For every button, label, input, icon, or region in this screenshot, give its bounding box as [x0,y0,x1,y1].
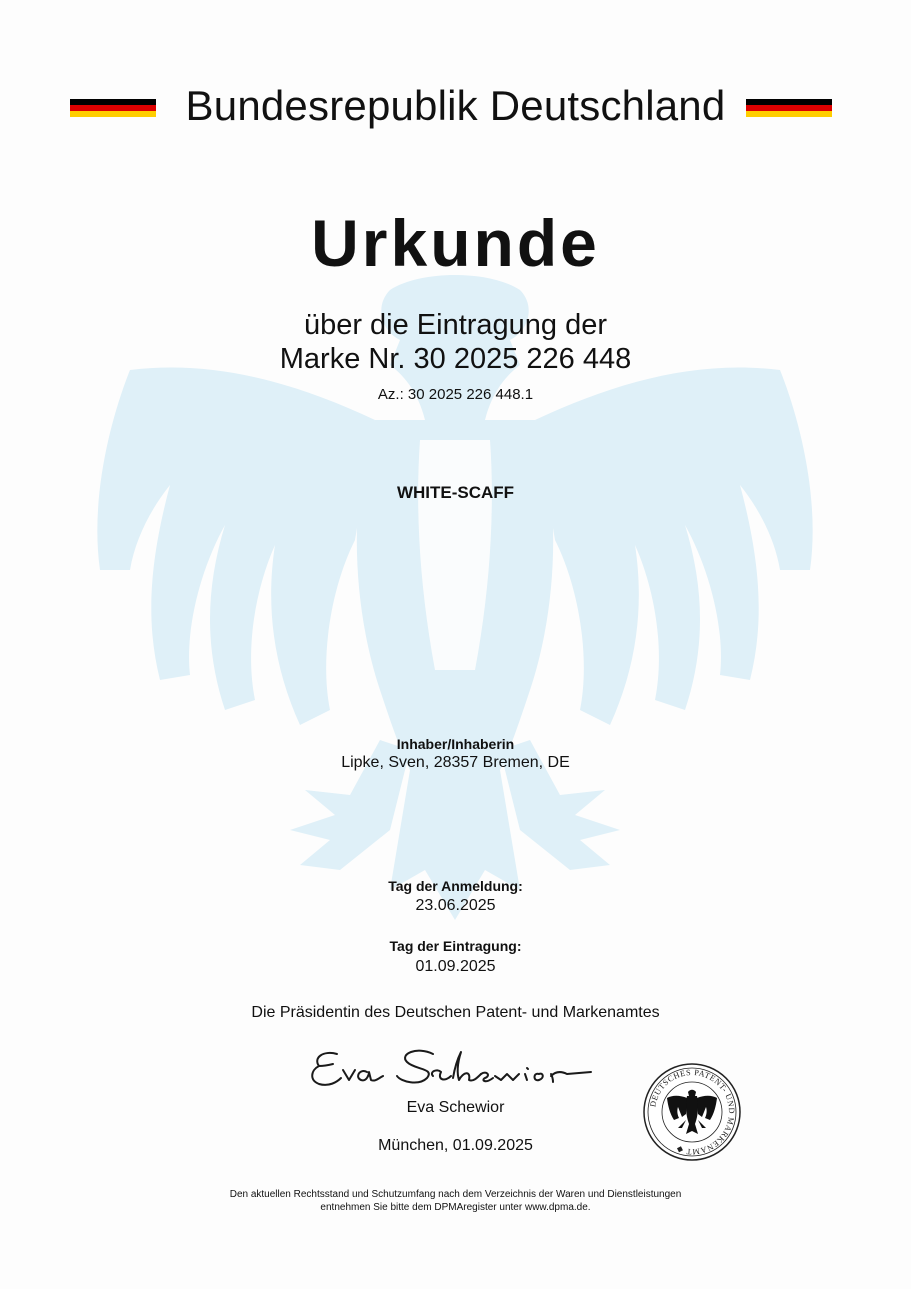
signer-name: Eva Schewior [406,1099,505,1116]
owner-label: Inhaber/Inhaberin [396,736,515,752]
filing-date-label: Tag der Anmeldung: [388,878,523,894]
footer-note-line2: entnehmen Sie bitte dem DPMAregister unter www.dpma.de. [320,1202,591,1213]
registration-date-value: 01.09.2025 [415,958,496,975]
file-reference: Az.: 30 2025 226 448.1 [377,386,534,403]
filing-date-value: 23.06.2025 [415,897,496,914]
document-subtitle-line2: Marke Nr. 30 2025 226 448 [279,343,632,375]
president-line: Die Präsidentin des Deutschen Patent- und Markenamtes [251,1004,660,1021]
document-subtitle-line1: über die Eintragung der [303,309,608,341]
place-and-date: München, 01.09.2025 [378,1137,533,1154]
document-title: Urkunde [311,206,600,280]
country-title: Bundesrepublik Deutschland [185,82,726,129]
footer-note-line1: Den aktuellen Rechtsstand und Schutzumfang nach dem Verzeichnis der Waren und Dienstleistungen [229,1189,682,1200]
german-flag-right-icon [746,99,832,117]
owner-value: Lipke, Sven, 28357 Bremen, DE [341,754,570,771]
handwritten-signature-icon [305,1040,595,1095]
header [0,82,911,130]
flag-stripe-gold [746,111,832,117]
registration-date-label: Tag der Eintragung: [389,938,522,954]
trademark-name: WHITE-SCAFF [396,483,515,502]
svg-text:DEUTSCHES PATENT- UND MARKENAM: DEUTSCHES PATENT- UND MARKENAMT ◆ [648,1067,737,1157]
dpma-seal-icon [642,1062,742,1162]
